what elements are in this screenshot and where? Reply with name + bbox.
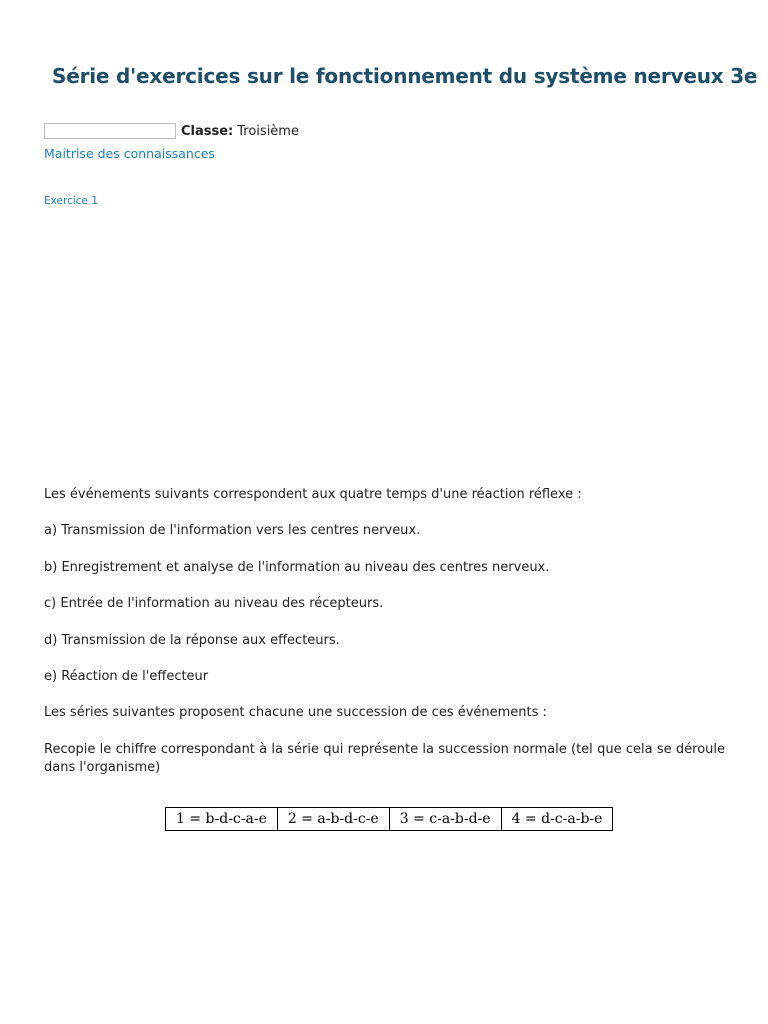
series-cell-2: 2 = a-b-d-c-e	[277, 808, 389, 831]
class-info-row	[44, 123, 299, 139]
series-cell-3: 3 = c-a-b-d-e	[389, 808, 501, 831]
instruction-paragraph: Recopie le chiffre correspondant à la série qui représente la succession normale (tel que cela se déroule dans l'organisme)	[44, 741, 725, 775]
section-link-maitrise[interactable]: Maitrise des connaissances	[44, 146, 215, 161]
exercise-1-link[interactable]: Exercice 1	[44, 195, 99, 207]
exercise-content	[44, 486, 725, 777]
event-item-e: e) Réaction de l'effecteur	[44, 668, 209, 684]
event-item-b: b) Enregistrement et analyse de l'information au niveau des centres nerveux.	[44, 559, 550, 575]
event-item-a: a) Transmission de l'information vers les centres nerveux.	[44, 523, 421, 539]
event-item-d: d) Transmission de la réponse aux effecteurs.	[44, 632, 340, 648]
intro-paragraph: Les événements suivants correspondent aux quatre temps d'une réaction réflexe :	[44, 487, 582, 502]
event-item-c: c) Entrée de l'information au niveau des récepteurs.	[44, 596, 384, 612]
name-field[interactable]	[44, 123, 176, 139]
class-value: Troisième	[237, 123, 299, 139]
series-cell-1: 1 = b-d-c-a-e	[166, 808, 278, 831]
series-intro-paragraph: Les séries suivantes proposent chacune une succession de ces événements :	[44, 705, 547, 721]
series-cell-4: 4 = d-c-a-b-e	[501, 808, 613, 831]
page-title: Série d'exercices sur le fonctionnement du système nerveux 3e	[52, 64, 758, 88]
class-label: Classe:	[181, 123, 234, 139]
table-row	[166, 808, 613, 831]
series-table	[165, 807, 613, 831]
